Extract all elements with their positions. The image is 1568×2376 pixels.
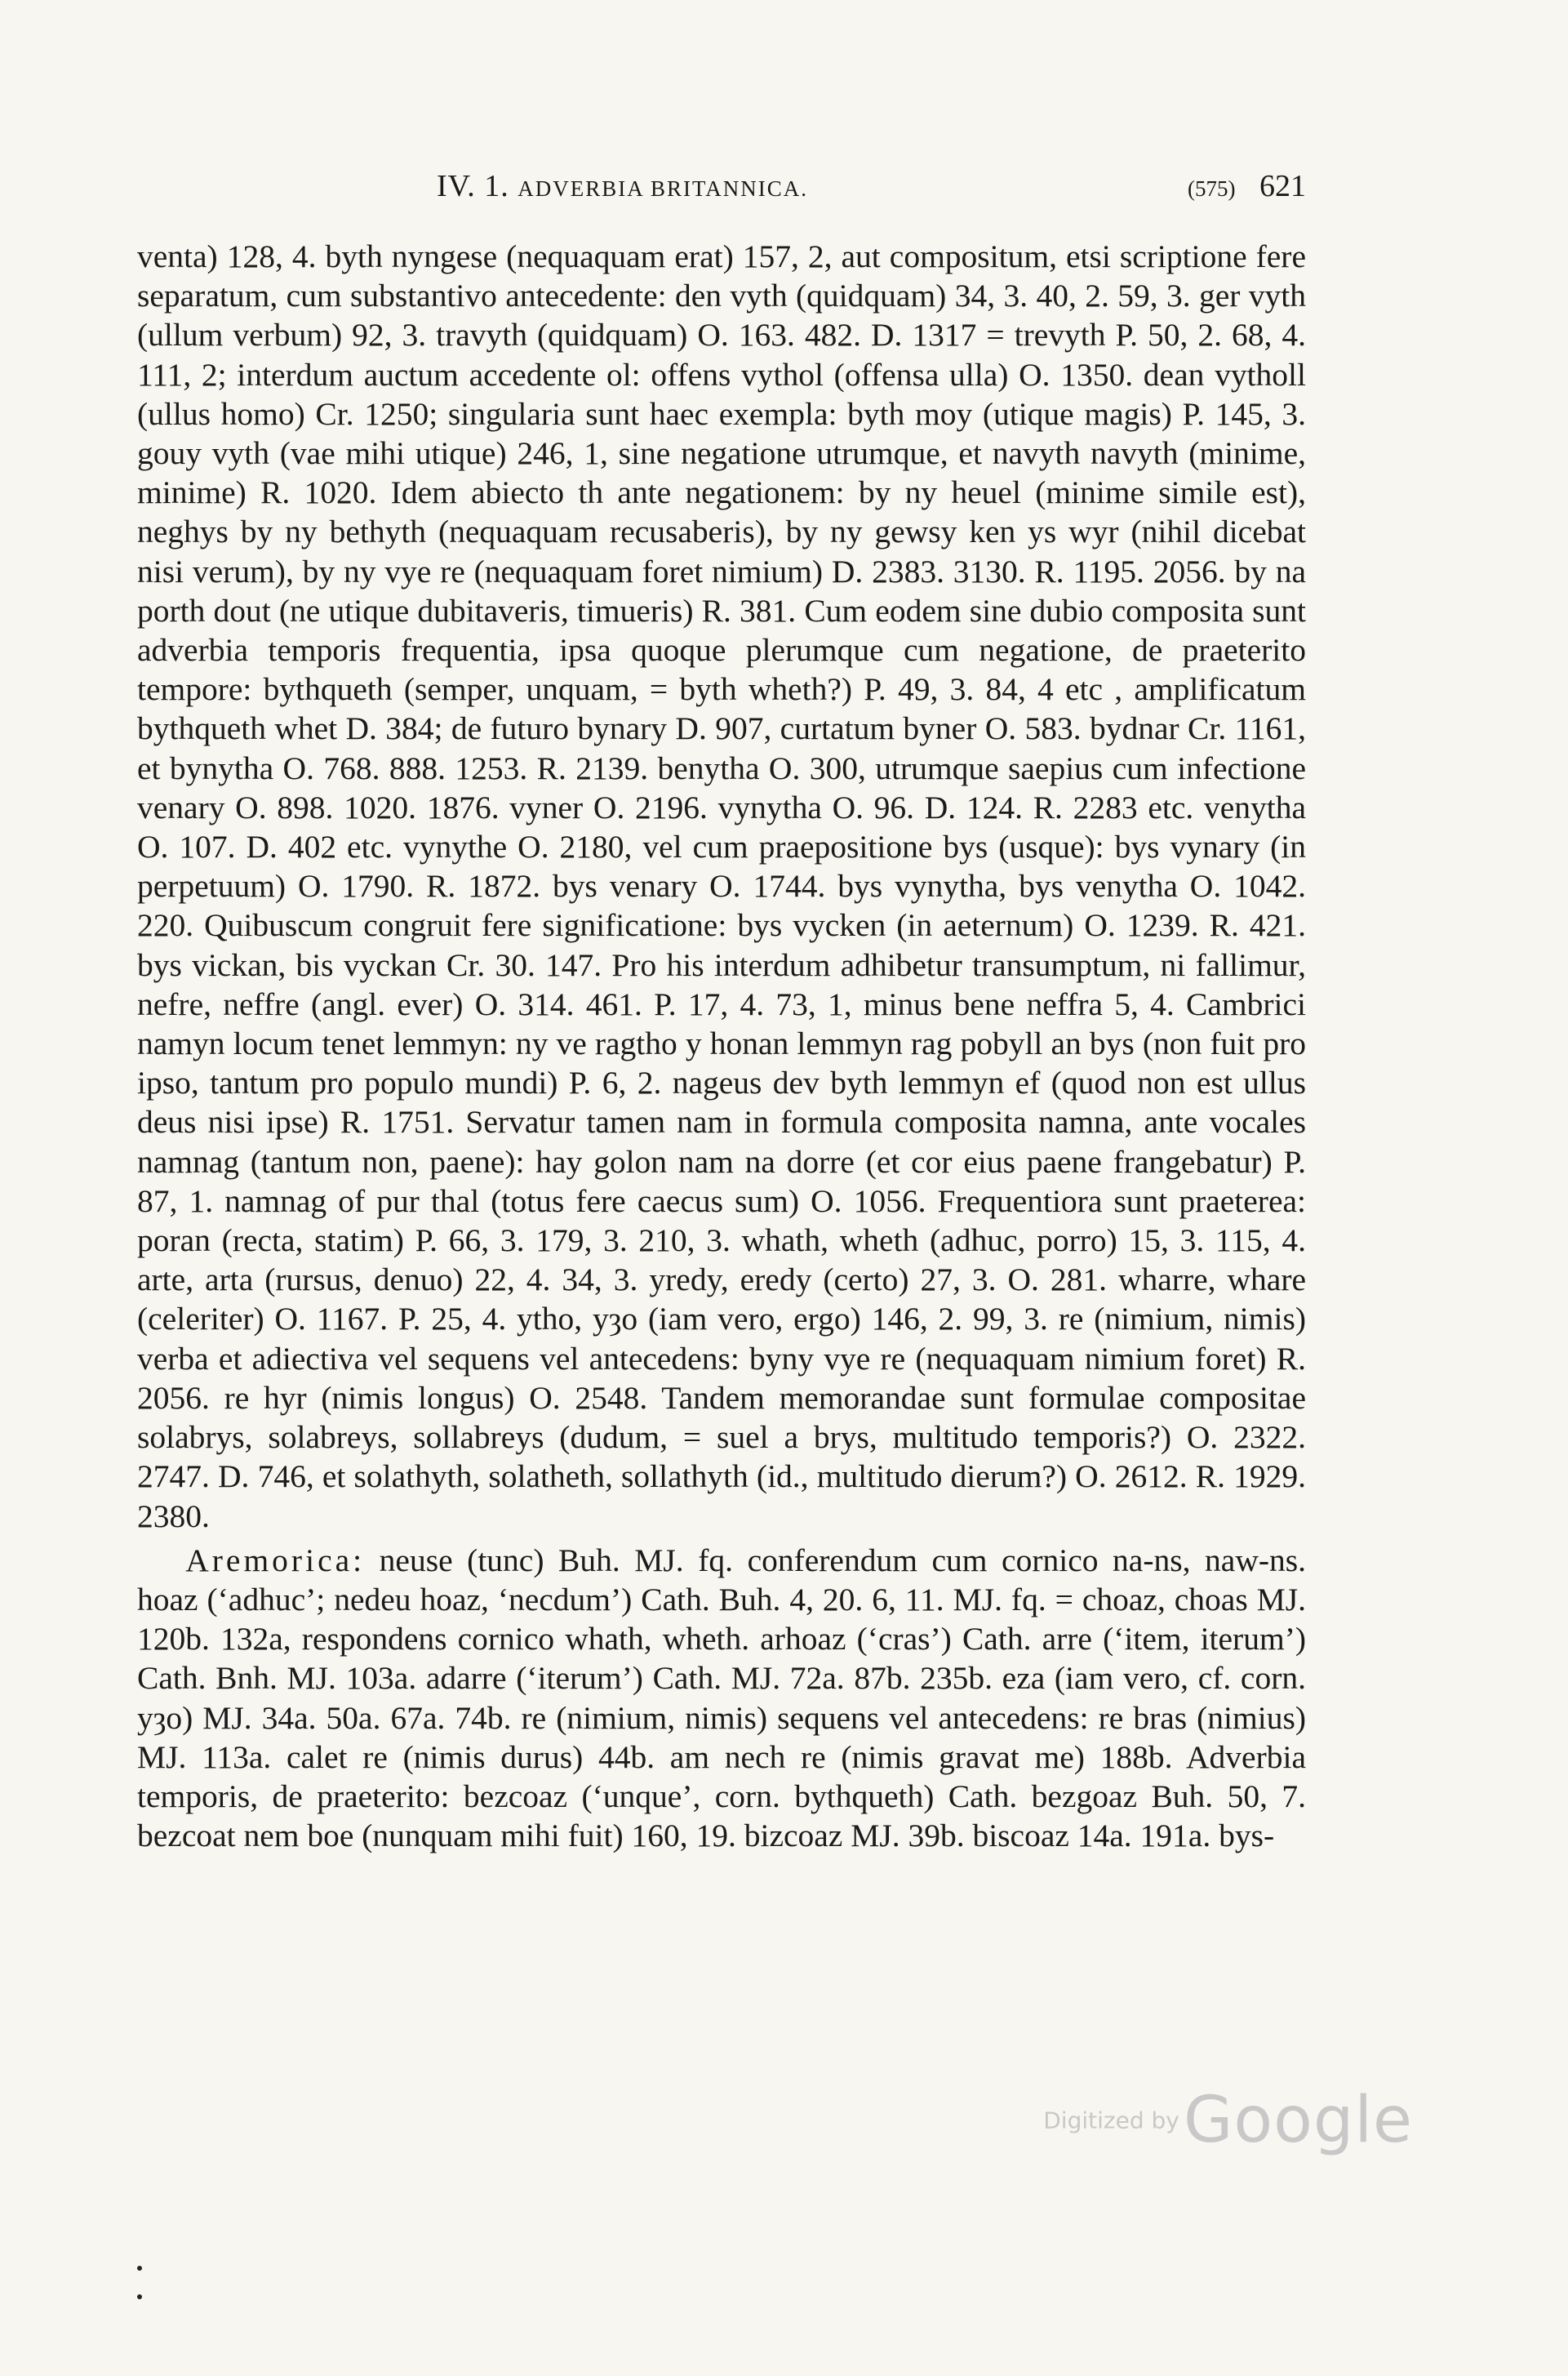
paragraph-cornish: [137, 237, 1306, 1536]
chapter-ref: IV. 1.: [437, 169, 509, 203]
watermark-prefix: Digitized by: [1043, 2107, 1179, 2134]
running-title-text: ADVERBIA BRITANNICA.: [517, 176, 809, 201]
paragraph-text: venta) 128, 4. byth nyngese (nequaquam erat) 157, 2, aut compositum, etsi scriptione fere separatum, cum substantivo antecedente: den vyth (quidquam) 34, 3. 40, 2. 59, 3. ger vyth (ullum verbum) 92, 3. travyth (quidquam) O. 163. 482. D. 1317 = trevyth P. 50, 2. 68, 4. 111, 2; interdum auctum accedente ol: offens vythol (offensa ulla) O. 1350. dean vytholl (ullus homo) Cr. 1250; singularia sunt haec exempla: byth moy (utique magis) P. 145, 3. gouy vyth (vae mihi utique) 246, 1, sine negatione utrumque, et navyth navyth (minime, minime) R. 1020. Idem abiecto th ante negationem: by ny heuel (minime simile est), neghys by ny bethyth (nequaquam recusaberis), by ny gewsy ken ys wyr (nihil dicebat nisi verum), by ny vye re (nequaquam foret nimium) D. 2383. 3130. R. 1195. 2056. by na porth dout (ne utique dubitaveris, timueris) R. 381. Cum eodem sine dubio composita sunt adverbia temporis frequentia, ipsa quoque plerumque cum negatione, de praeterito tempore: bythqueth (semper, unquam, = byth wheth?) P. 49, 3. 84, 4 etc , amplificatum bythqueth whet D. 384; de futuro bynary D. 907, curtatum byner O. 583. bydnar Cr. 1161, et bynytha O. 768. 888. 1253. R. 2139. benytha O. 300, utrumque saepius cum infectione venary O. 898. 1020. 1876. vyner O. 2196. vynytha O. 96. D. 124. R. 2283 etc. venytha O. 107. D. 402 etc. vynythe O. 2180, vel cum praepositione bys (usque): bys vynary (in perpetuum) O. 1790. R. 1872. bys venary O. 1744. bys vynytha, bys venytha O. 1042. 220. Quibuscum congruit fere significatione: bys vycken (in aeternum) O. 1239. R. 421. bys vickan, bis vyckan Cr. 30. 147. Pro his interdum adhibetur transumptum, ni fallimur, nefre, neffre (angl. ever) O. 314. 461. P. 17, 4. 73, 1, minus bene neffra 5, 4. Cambrici namyn locum tenet lemmyn: ny ve ragtho y honan lemmyn rag pobyll an bys (non fuit pro ipso, tantum pro populo mundi) P. 6, 2. nageus dev byth lemmyn ef (quod non est ullus deus nisi ipse) R. 1751. Servatur tamen nam in formula composita namna, ante vocales namnag (tantum non, paene): hay golon nam na dorre (et cor eius paene frangebatur) P. 87, 1. namnag of pur thal (totus fere caecus sum) O. 1056. Frequentiora sunt praeterea: poran (recta, statim) P. 66, 3. 179, 3. 210, 3. whath, wheth (adhuc, porro) 15, 3. 115, 4. arte, arta (rursus, denuo) 22, 4. 34, 3. yredy, eredy (certo) 27, 3. O. 281. wharre, whare (celeriter) O. 1167. P. 25, 4. ytho, yȝo (iam vero, ergo) 146, 2. 99, 3. re (nimium, nimis) verba et adiectiva vel sequens vel antecedens: byny vye re (nequaquam nimium foret) R. 2056. re hyr (nimis longus) O. 2548. Tandem memorandae sunt formulae compositae solabrys, solabreys, sollabreys (dudum, = suel a brys, multitudo temporis?) O. 2322. 2747. D. 746, et solathyth, solatheth, sollathyth (id., multitudo dierum?) O. 2612. R. 1929. 2380.: [137, 238, 1306, 1534]
google-logo: Google: [1183, 2084, 1413, 2157]
margin-dot: [137, 2294, 142, 2299]
body-text: [137, 237, 1306, 1855]
page-numbering: [1188, 168, 1306, 204]
paragraph-text: neuse (tunc) Buh. MJ. fq. conferendum cum cornico na-ns, naw-ns. hoaz (‘adhuc’; nedeu hoaz, ‘necdum’) Cath. Buh. 4, 20. 6, 11. MJ. fq. = choaz, choas MJ. 120b. 132a, respondens cornico whath, wheth. arhoaz (‘cras’) Cath. arre (‘item, iterum’) Cath. Bnh. MJ. 103a. adarre (‘iterum’) Cath. MJ. 72a. 87b. 235b. eza (iam vero, cf. corn. yȝo) MJ. 34a. 50a. 67a. 74b. re (nimium, nimis) sequens vel antecedens: re bras (nimius) MJ. 113a. calet re (nimis durus) 44b. am nech re (nimis gravat me) 188b. Adverbia temporis, de praeterito: bezcoaz (‘unque’, corn. bythqueth) Cath. bezgoaz Buh. 50, 7. bezcoat nem boe (nunquam mihi fuit) 160, 19. bizcoaz MJ. 39b. biscoaz 14a. 191a. bys-: [137, 1542, 1306, 1854]
page-header: [155, 168, 1306, 209]
paragraph-lead: Aremorica:: [185, 1542, 366, 1578]
running-title: [437, 168, 808, 204]
margin-dot: [137, 2266, 142, 2271]
section-number: (575): [1188, 176, 1236, 201]
paragraph-aremorica: [137, 1541, 1306, 1856]
digitized-watermark: [1043, 2084, 1413, 2157]
page-number: 621: [1259, 169, 1306, 203]
